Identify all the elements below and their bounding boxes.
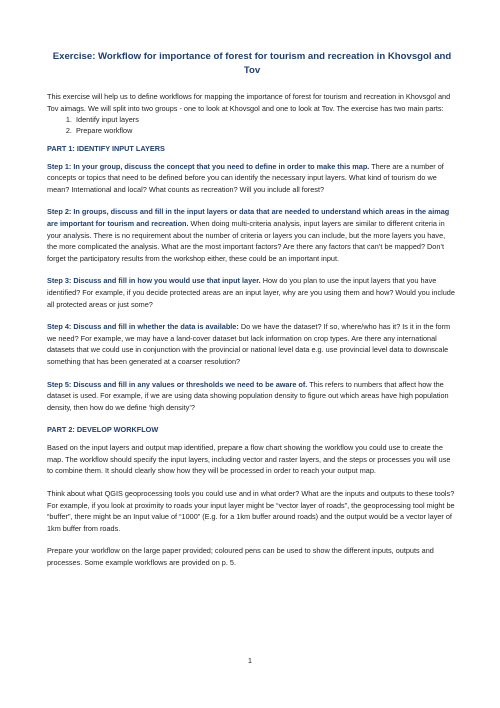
step-2-lead: Step 2: In groups, discuss and fill in the input layers or data that are needed to understand which areas in the aimag are important for tourism and recreation. bbox=[47, 207, 450, 228]
step-4-lead: Step 4: Discuss and fill in whether the data is available: bbox=[47, 322, 239, 332]
intro-paragraph: This exercise will help us to define workflows for mapping the importance of forest for tourism and recreation in Khovsgol and Tov aimags. We will split into two groups - one to look at Khovsgol and one to look at Tov. The exercise has two main parts: bbox=[47, 92, 451, 113]
step-3-text: How do you plan to use the input layers that you have identified? For example, if you decide protected areas are an input layer, why are you using them and how? Would you include all protected areas or just some? bbox=[47, 276, 455, 309]
parts-list bbox=[47, 114, 457, 136]
step-1-text: There are a number of concepts or topics that need to be defined before you can identify the necessary input layers. What kind of tourism do we mean? International and local? What counts as recreation? Will you include all forest? bbox=[47, 161, 444, 194]
step-4-paragraph bbox=[47, 321, 457, 367]
page-number: 1 bbox=[247, 656, 253, 665]
step-2-text: When doing multi-criteria analysis, input layers are similar to different criteria in your analysis. There is no requirement about the number of criteria or layers you can include, but the more layers you have, the more complicated the analysis. What are the most important factors? Are there any factors that can’t be mapped? Don’t forget the participatory results from the workshop either, these could be an important input. bbox=[47, 218, 446, 263]
part2-paragraph: Prepare your workflow on the large paper provided; coloured pens can be used to show the different inputs, outputs and processes. Some example workflows are provided on p. 5. bbox=[47, 546, 434, 568]
step-2-paragraph bbox=[47, 206, 457, 264]
step-1-lead: Step 1: In your group, discuss the concept that you need to define in order to make this map. bbox=[47, 161, 370, 171]
step-3-paragraph bbox=[47, 275, 457, 310]
step-3-lead: Step 3: Discuss and fill in how you would use that input layer. bbox=[47, 276, 261, 286]
step-5-paragraph bbox=[47, 379, 457, 414]
part1-heading: PART 1: IDENTIFY INPUT LAYERS bbox=[47, 143, 165, 153]
step-1-paragraph bbox=[47, 161, 457, 196]
step-5-text: This refers to numbers that affect how the dataset is used. For example, if we are using data showing population density to figure out which areas have high population density, then how do we define ‘high density’? bbox=[47, 379, 449, 412]
part2-heading: PART 2: DEVELOP WORKFLOW bbox=[47, 425, 159, 435]
document-title: Exercise: Workflow for importance of forest for tourism and recreation in Khovsgol and Tov bbox=[52, 51, 452, 76]
parts-list-item: 1. Identify input layers bbox=[74, 114, 457, 125]
step-4-text: Do we have the dataset? If so, where/who has it? Is it in the form we need? For example, we may have a land-cover dataset but lack information on crop types. Are there any international datasets that we could use in conjunction with the provincial or national level data e.g. use provincial level data to downscale something that has been generated at a coarser resolution? bbox=[47, 322, 451, 366]
step-5-lead: Step 5: Discuss and fill in any values or thresholds we need to be aware of. bbox=[47, 379, 308, 389]
part2-paragraph: Based on the input layers and output map identified, prepare a flow chart showing the workflow you could use to create the map. The workflow should specify the input layers, including vector and raster layers, and the steps or processes you will use to combine them. It should clearly show how they will be processed in order to reach your output map. bbox=[47, 443, 451, 476]
document-page bbox=[47, 50, 457, 580]
parts-list-item: 2. Prepare workflow bbox=[74, 125, 457, 136]
part2-paragraph: Think about what QGIS geoprocessing tools you could use and in what order? What are the inputs and outputs to these tools? For example, if you look at proximity to roads your input layer might be “vector layer of roads”, the geoprocessing tool might be “buffer”, there might be an Input value of “1000” (E.g. for a 1km buffer around roads) and the output would be a vector layer of 1km buffer from roads. bbox=[47, 489, 455, 533]
